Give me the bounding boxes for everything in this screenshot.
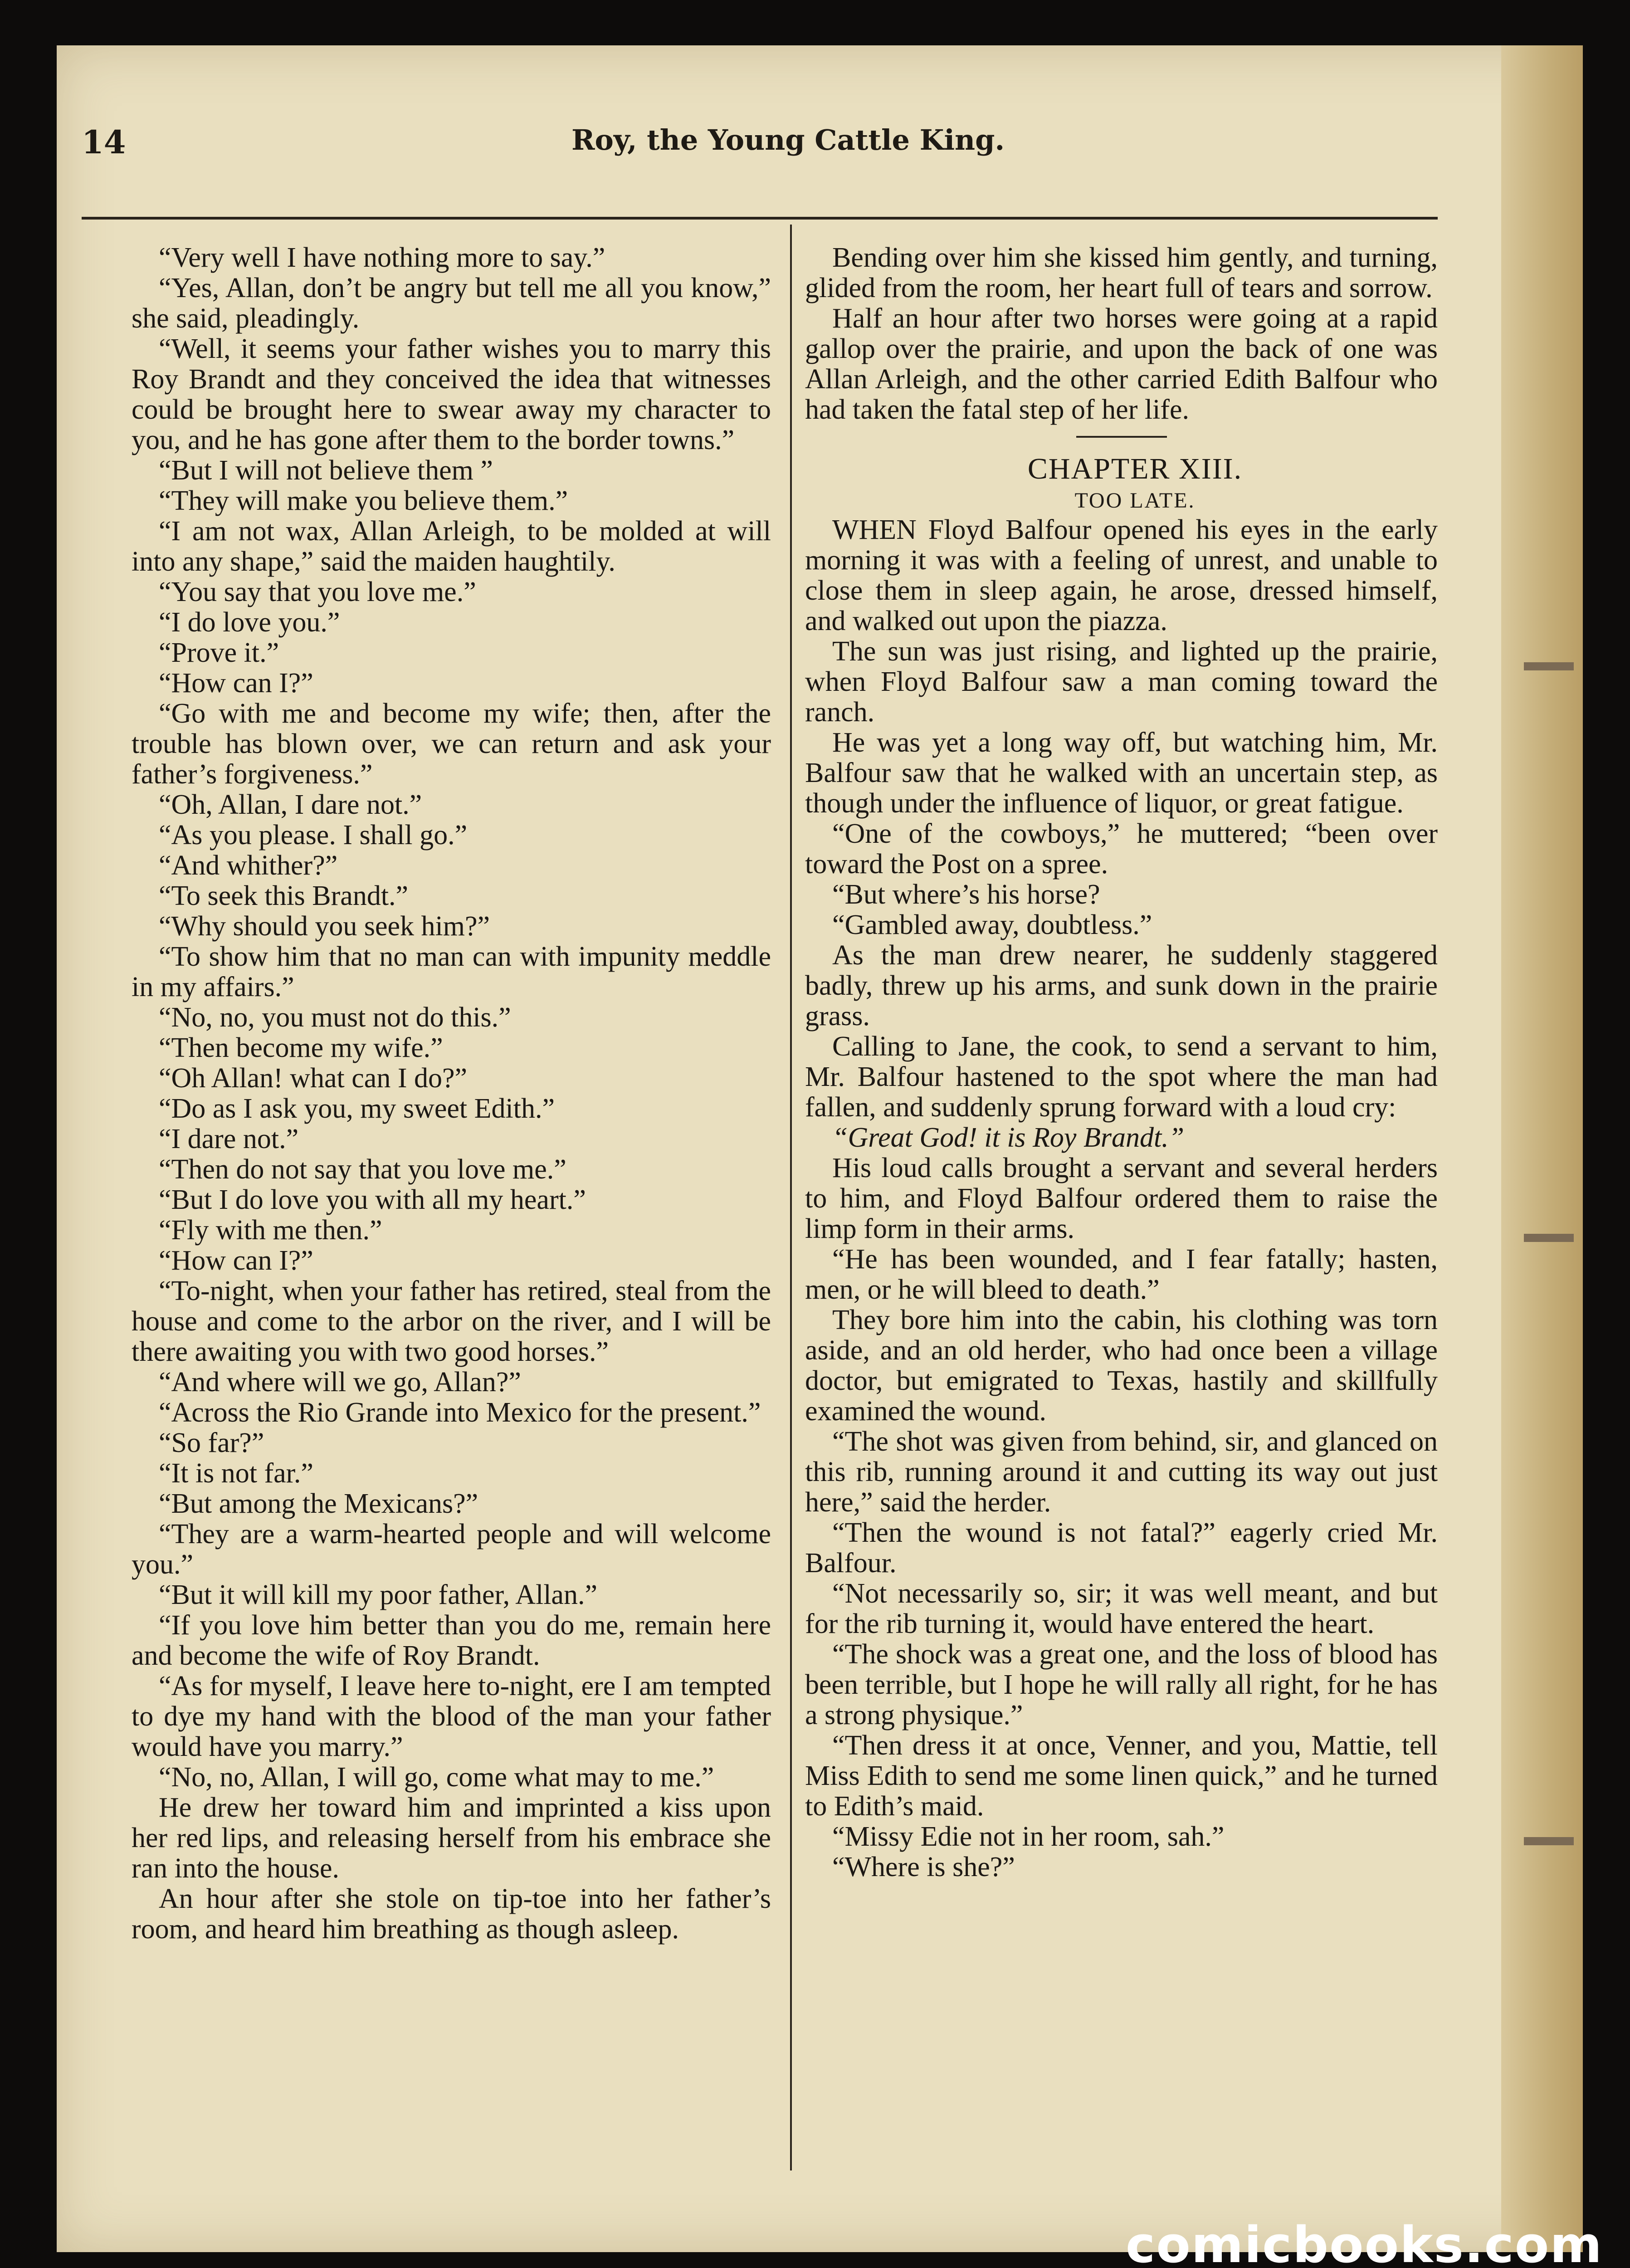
paragraph: Calling to Jane, the cook, to send a servant to him, Mr. Balfour hastened to the spot where the man had fallen, and suddenly sprung forward with a loud cry: (805, 1031, 1438, 1123)
chapter-rule (1076, 436, 1167, 438)
paragraph: “To seek this Brandt.” (159, 880, 409, 911)
paragraph: “Not necessarily so, sir; it was well meant, and but for the rib turning it, would have entered the heart. (805, 1578, 1438, 1639)
paragraph: Bending over him she kissed him gently, and turning, glided from the room, her heart full of tears and sorrow. (805, 242, 1438, 303)
site-watermark: comicbooks.com (1126, 2216, 1603, 2268)
paragraph: “The shock was a great one, and the loss of blood has been terrible, but I hope he will rally all right, for he has a strong physique.” (805, 1639, 1438, 1730)
paragraph: “Missy Edie not in her room, sah.” (832, 1821, 1225, 1852)
paragraph: “I dare not.” (159, 1124, 299, 1154)
paragraph: “They will make you believe them.” (159, 485, 568, 516)
paragraph: “Across the Rio Grande into Mexico for the present.” (159, 1397, 761, 1428)
paragraph: “No, no, you must not do this.” (159, 1002, 511, 1033)
paragraph: As the man drew nearer, he suddenly staggered badly, threw up his arms, and sunk down in the prairie grass. (805, 940, 1438, 1031)
header-rule (82, 217, 1438, 220)
paragraph: “Very well I have nothing more to say.” (159, 242, 605, 273)
paragraph: “Where is she?” (832, 1852, 1015, 1882)
paragraph: “Then dress it at once, Venner, and you, Mattie, tell Miss Edith to send me some linen quick,” and he turned to Edith’s maid. (805, 1730, 1438, 1822)
paragraph: “Oh, Allan, I dare not.” (159, 789, 422, 820)
paragraph: “But I do love you with all my heart.” (159, 1184, 586, 1215)
paragraph: WHEN Floyd Balfour opened his eyes in the early morning it was with a feeling of unrest, and unable to close them in sleep again, he arose, dressed himself, and walked out upon the piazza. (805, 514, 1438, 636)
page-spine (1501, 45, 1583, 2252)
paragraph: “It is not far.” (159, 1458, 313, 1489)
paragraph: “The shot was given from behind, sir, and glanced on this rib, running around it and cutting its way out just here,” said the herder. (805, 1426, 1438, 1518)
paragraph: “To-night, when your father has retired, steal from the house and come to the arbor on the river, and I will be there awaiting you with two good horses.” (132, 1276, 771, 1367)
paragraph: “Fly with me then.” (159, 1215, 382, 1246)
paragraph: “As you please. I shall go.” (159, 820, 468, 850)
page-header (82, 123, 1397, 173)
paragraph: They bore him into the cabin, his clothing was torn aside, and an old herder, who had once been a village doctor, but emigrated to Texas, hastily and skillfully examined the wound. (805, 1305, 1438, 1427)
paragraph: “Prove it.” (159, 637, 279, 668)
paragraph: “Do as I ask you, my sweet Edith.” (159, 1093, 555, 1124)
italic-exclamation: “Great God! it is Roy Brandt.” (832, 1122, 1185, 1153)
paragraph: “Well, it seems your father wishes you to marry this Roy Brandt and they conceived the idea that witnesses could be brought here to swear away my character to you, and he has gone after them to the border towns.” (132, 333, 771, 455)
paragraph: “He has been wounded, and I fear fatally; hasten, men, or he will bleed to death.” (805, 1244, 1438, 1305)
right-column (805, 243, 1438, 1882)
paragraph: “Then become my wife.” (159, 1032, 443, 1063)
paragraph: Half an hour after two horses were going at a rapid gallop over the prairie, and upon the back of one was Allan Arleigh, and the other carried Edith Balfour who had taken the fatal step of her life. (805, 303, 1438, 425)
paragraph: “But among the Mexicans?” (159, 1488, 478, 1519)
paragraph: He was yet a long way off, but watching him, Mr. Balfour saw that he walked with an uncertain step, as though under the influence of liquor, or great fatigue. (805, 727, 1438, 819)
paragraph: “But it will kill my poor father, Allan.” (159, 1579, 597, 1610)
running-title: Roy, the Young Cattle King. (571, 123, 1005, 156)
column-divider (790, 225, 792, 2170)
staple (1524, 1837, 1574, 1845)
paragraph: “Oh Allan! what can I do?” (159, 1063, 468, 1094)
paragraph: “How can I?” (159, 1245, 313, 1276)
paragraph: “They are a warm-hearted people and will welcome you.” (132, 1519, 771, 1580)
paragraph: His loud calls brought a servant and several herders to him, and Floyd Balfour ordered them to raise the limp form in their arms. (805, 1153, 1438, 1244)
paragraph: “But where’s his horse? (832, 879, 1100, 910)
paragraph: “One of the cowboys,” he muttered; “been over toward the Post on a spree. (805, 818, 1438, 880)
staple (1524, 662, 1574, 670)
paragraph: “Then do not say that you love me.” (159, 1154, 566, 1185)
chapter-heading: CHAPTER XIII. (1027, 452, 1243, 485)
paragraph: “And whither?” (159, 850, 338, 881)
paragraph: “You say that you love me.” (159, 577, 476, 607)
paragraph: “To show him that no man can with impunity meddle in my affairs.” (132, 941, 771, 1002)
paragraph: “I do love you.” (159, 607, 340, 638)
paragraph: “Why should you seek him?” (159, 911, 490, 942)
paragraph: “Go with me and become my wife; then, after the trouble has blown over, we can return and ask your father’s forgiveness.” (132, 698, 771, 790)
paragraph: An hour after she stole on tip-toe into her father’s room, and heard him breathing as though asleep. (132, 1883, 771, 1945)
paragraph: “Yes, Allan, don’t be angry but tell me all you know,” she said, pleadingly. (132, 273, 771, 334)
paragraph: “And where will we go, Allan?” (159, 1367, 521, 1398)
paragraph: He drew her toward him and imprinted a kiss upon her red lips, and releasing herself from his embrace she ran into the house. (132, 1792, 771, 1884)
paragraph: “So far?” (159, 1427, 264, 1458)
paragraph: The sun was just rising, and lighted up the prairie, when Floyd Balfour saw a man coming toward the ranch. (805, 636, 1438, 728)
staple (1524, 1234, 1574, 1242)
paragraph: “I am not wax, Allan Arleigh, to be molded at will into any shape,” said the maiden haughtily. (132, 516, 771, 577)
paragraph: “No, no, Allan, I will go, come what may to me.” (159, 1762, 714, 1793)
paragraph: “Then the wound is not fatal?” eagerly cried Mr. Balfour. (805, 1517, 1438, 1579)
chapter-subtitle: TOO LATE. (1074, 489, 1196, 513)
paragraph: “But I will not believe them ” (159, 455, 493, 486)
paragraph: “How can I?” (159, 668, 313, 699)
paragraph: “As for myself, I leave here to-night, ere I am tempted to dye my hand with the blood of the man your father would have you marry.” (132, 1671, 771, 1762)
paragraph: “Gambled away, doubtless.” (832, 909, 1152, 940)
left-column (132, 243, 771, 1945)
paragraph: “If you love him better than you do me, remain here and become the wife of Roy Brandt. (132, 1610, 771, 1671)
page-number: 14 (82, 123, 126, 161)
